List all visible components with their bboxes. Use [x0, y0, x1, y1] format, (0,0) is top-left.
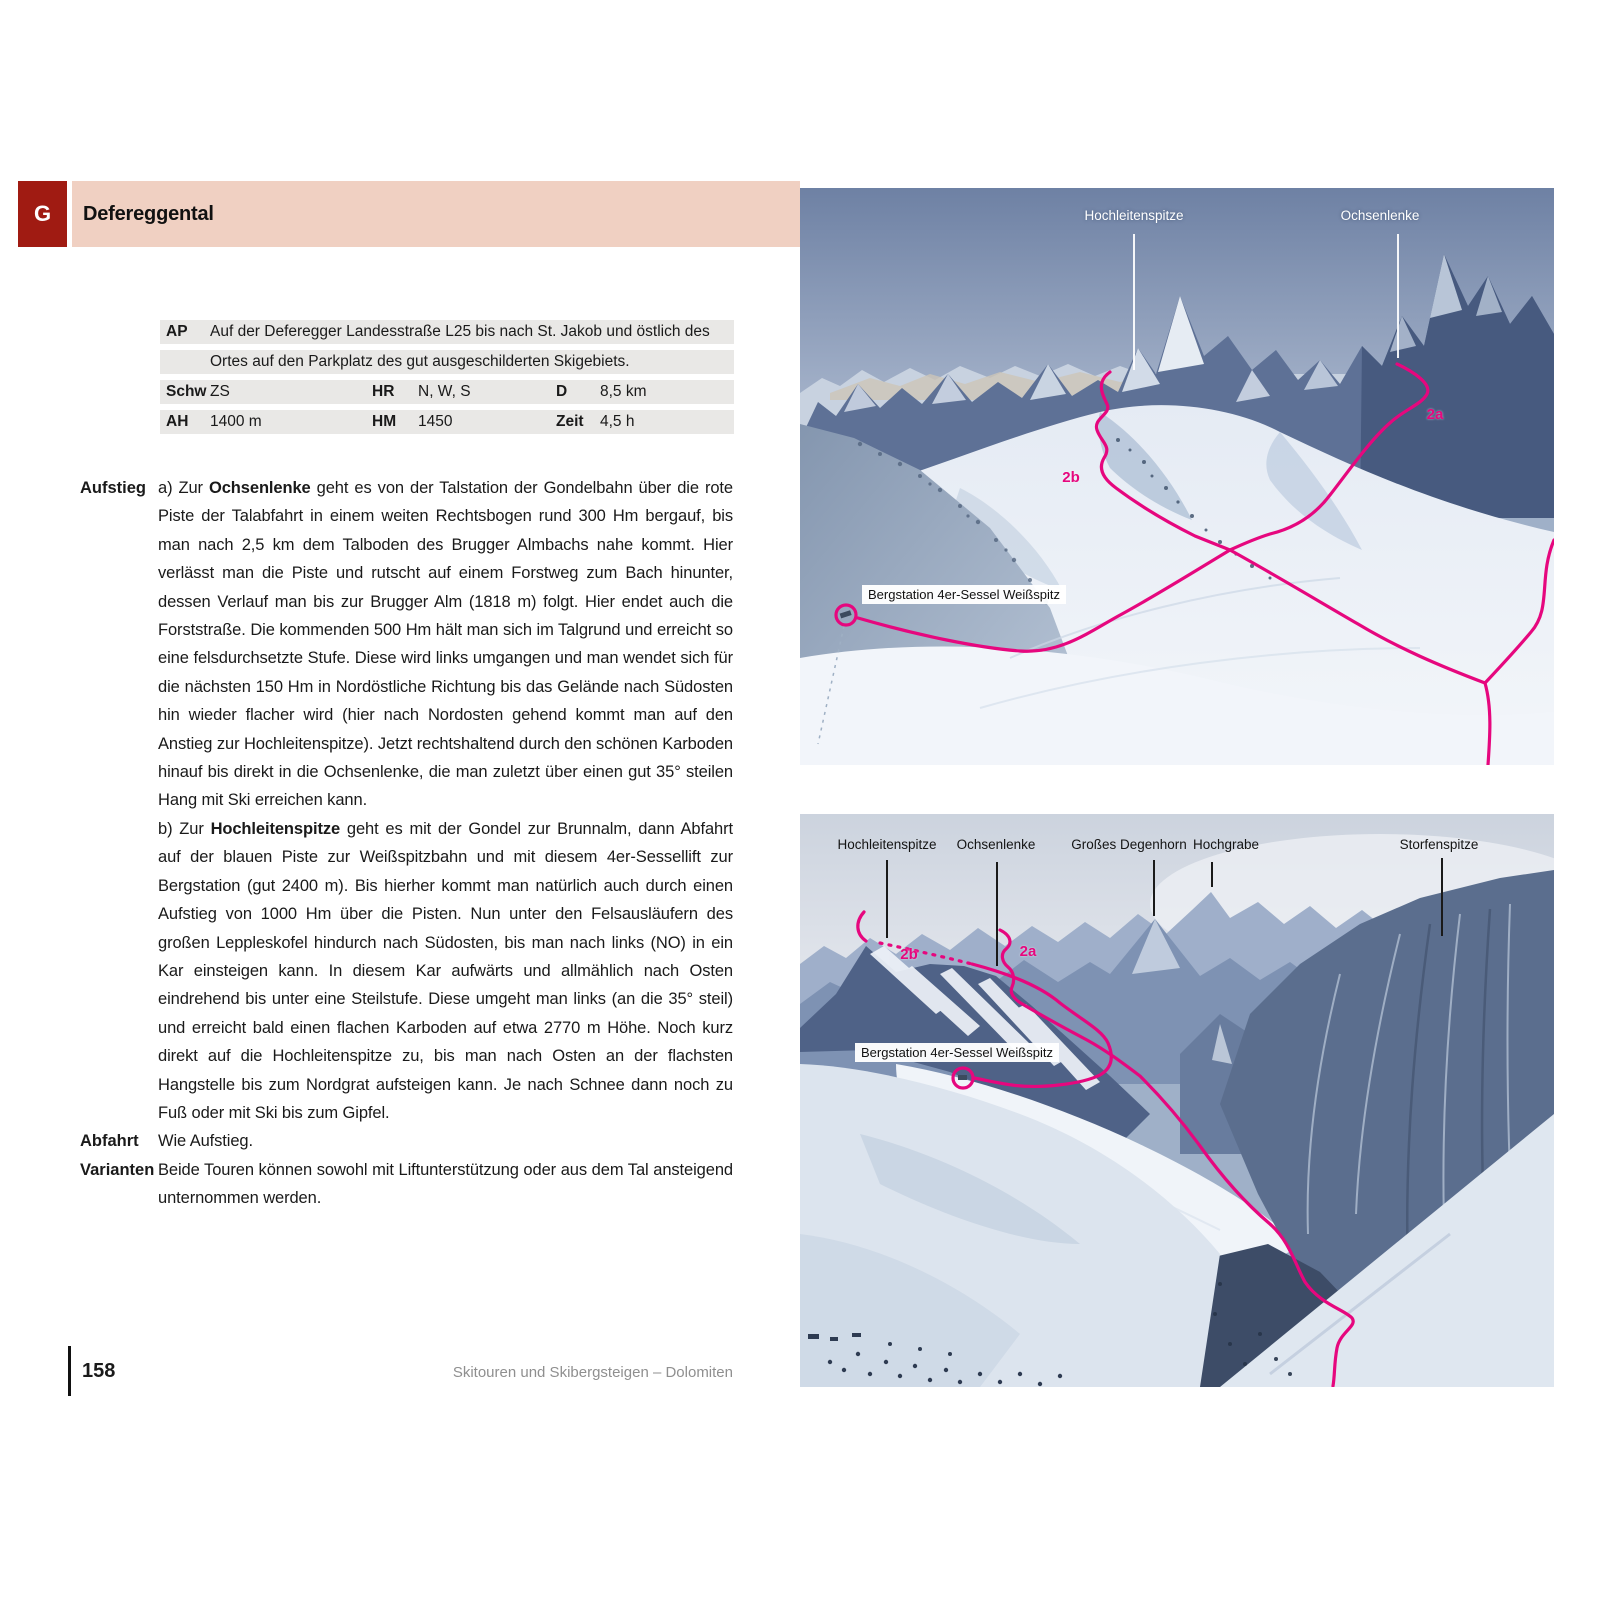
ap-value-line2: Ortes auf den Parkplatz des gut ausgeschilderten Skigebiets. — [210, 353, 630, 370]
bergstation-label: Bergstation 4er-Sessel Weißspitz — [862, 585, 1066, 604]
chapter-title: Defereggental — [83, 202, 214, 225]
route-label-2a: 2a — [1019, 943, 1037, 960]
peak-label-hochleitenspitze: Hochleitenspitze — [837, 837, 937, 852]
leader-line-storfenspitze — [1441, 858, 1443, 936]
ah-value: 1400 m — [210, 413, 262, 430]
book-title: Skitouren und Skibergsteigen – Dolomiten — [452, 1364, 733, 1381]
ah-label: AH — [166, 413, 189, 430]
aufstieg-paragraph-a — [158, 474, 733, 815]
paragraph-b-keyword: Hochleitenspitze — [210, 819, 341, 838]
varianten-text: Beide Touren können sowohl mit Liftunterstützung oder aus dem Tal ansteigend unternommen werden. — [158, 1160, 733, 1208]
route-description — [80, 474, 733, 1213]
paragraph-b-lead: b) Zur — [158, 819, 211, 838]
varianten-label: Varianten — [80, 1160, 155, 1179]
paragraph-a-lead: a) Zur — [158, 479, 209, 497]
hm-label: HM — [372, 413, 397, 430]
zeit-value: 4,5 h — [600, 413, 635, 430]
chapter-letter: G — [33, 201, 52, 226]
d-label: D — [556, 383, 568, 400]
ap-value-line1: Auf der Deferegger Landesstraße L25 bis nach St. Jakob und östlich des — [210, 323, 710, 340]
abfahrt-text: Wie Aufstieg. — [158, 1132, 253, 1151]
paragraph-a-text: geht es von der Talstation der Gondelbahn über die rote Piste der Talabfahrt in einem weiten Rechtsbogen rund 300 Hm bergauf, bis man nach 2,5 km dem Talboden des Brugger Almbachs nahe kommt. Hier verlässt man die Piste und rutscht auf einem Forstweg zum Bach hinunter, dessen Verlauf man bis zur Brugger Alm (1818 m) folgt. Hier endet auch die Forststraße. Die kommenden 500 Hm hält man sich im Talgrund und erreicht so eine felsdurchsetzte Stufe. Diese wird links umgangen und man wendet sich für die nächsten 150 Hm in Nordöstliche Richtung bis das Gelände nach Südosten hin wieder flacher wird (hier nach Nordosten gehend kommt man auf den Anstieg zur Hochleitenspitze). Jetzt rechtshaltend durch den schönen Karboden hinauf bis direkt in die Ochsenlenke, die man zuletzt über einen gut 35° steilen Hang mit Ski erreichen kann. — [158, 479, 733, 810]
abfahrt-section — [80, 1127, 733, 1155]
paragraph-a-keyword: Ochsenlenke — [209, 479, 311, 497]
peak-label-grosses-degenhorn: Großes Degenhorn — [1071, 837, 1187, 852]
tour-info-table — [160, 320, 734, 440]
hm-value: 1450 — [418, 413, 453, 430]
table-row-stats-2 — [160, 410, 734, 434]
leader-line-hochleitenspitze — [1133, 234, 1135, 370]
table-row-stats-1 — [160, 380, 734, 404]
peak-label-ochsenlenke: Ochsenlenke — [1340, 208, 1420, 223]
hr-value: N, W, S — [418, 383, 471, 400]
chapter-letter-badge — [18, 181, 67, 247]
varianten-section — [80, 1156, 733, 1213]
leader-line-hochgrabe — [1211, 862, 1213, 887]
paragraph-b-text: geht es mit der Gondel zur Brunnalm, dann Abfahrt auf der blauen Piste zur Weißspitzbahn und mit diesem 4er-Sessellift zur Bergstation (gut 2400 m). Bis hierher kommt man natürlich auch durch einen Aufstieg von 1000 Hm über die Pisten. Nun unter den Felsausläufern des großen Leppleskofel hindurch nach Südosten, bis man nach links (NO) in ein Kar einsteigen kann. In diesem Kar aufwärts und allmählich nach Osten eindrehend bis unter eine Steilstufe. Diese umgeht man links (an die 35° steil) und erreicht bald einen flachen Karboden auf etwa 2770 m Höhe. Noch kurz direkt auf die Hochleitenspitze zu, bis man nach Osten an der flachsten Hangstelle bis zum Nordgrat aufsteigen kann. Je nach Schnee dann noch zu Fuß oder mit Ski bis zum Gipfel. — [158, 819, 734, 1122]
ap-label: AP — [166, 323, 188, 340]
bergstation-label: Bergstation 4er-Sessel Weißspitz — [855, 1043, 1059, 1062]
abfahrt-label: Abfahrt — [80, 1132, 139, 1151]
aufstieg-section — [80, 474, 733, 1127]
chapter-header-band — [72, 181, 800, 247]
route-label-2a: 2a — [1426, 406, 1444, 423]
route-label-2b: 2b — [1062, 469, 1080, 486]
peak-label-hochleitenspitze: Hochleitenspitze — [1084, 208, 1184, 223]
zeit-label: Zeit — [556, 413, 584, 430]
station-building — [958, 1075, 967, 1080]
leader-line-ochsenlenke — [1397, 234, 1399, 358]
aerial-photo-ochsenlenke — [800, 188, 1554, 765]
footer-rule — [68, 1346, 71, 1396]
peak-label-hochgrabe: Hochgrabe — [1192, 837, 1260, 852]
schw-value: ZS — [210, 383, 230, 400]
table-row-ap-1 — [160, 320, 734, 344]
leader-line-ochsenlenke — [996, 862, 998, 966]
hr-label: HR — [372, 383, 395, 400]
leader-line-grosses-degenhorn — [1153, 860, 1155, 916]
peak-label-storfenspitze: Storfenspitze — [1399, 837, 1479, 852]
aufstieg-label: Aufstieg — [80, 479, 146, 497]
d-value: 8,5 km — [600, 383, 647, 400]
panorama-photo-hochleitenspitze — [800, 814, 1554, 1387]
table-row-ap-2 — [160, 350, 734, 374]
peak-label-ochsenlenke: Ochsenlenke — [956, 837, 1036, 852]
aerial-photo-scene — [800, 188, 1554, 765]
route-label-2b: 2b — [900, 946, 918, 963]
page-number: 158 — [82, 1360, 116, 1382]
leader-line-hochleitenspitze — [886, 860, 888, 938]
schw-label: Schw — [166, 383, 207, 400]
aufstieg-paragraph-b — [158, 815, 733, 1127]
